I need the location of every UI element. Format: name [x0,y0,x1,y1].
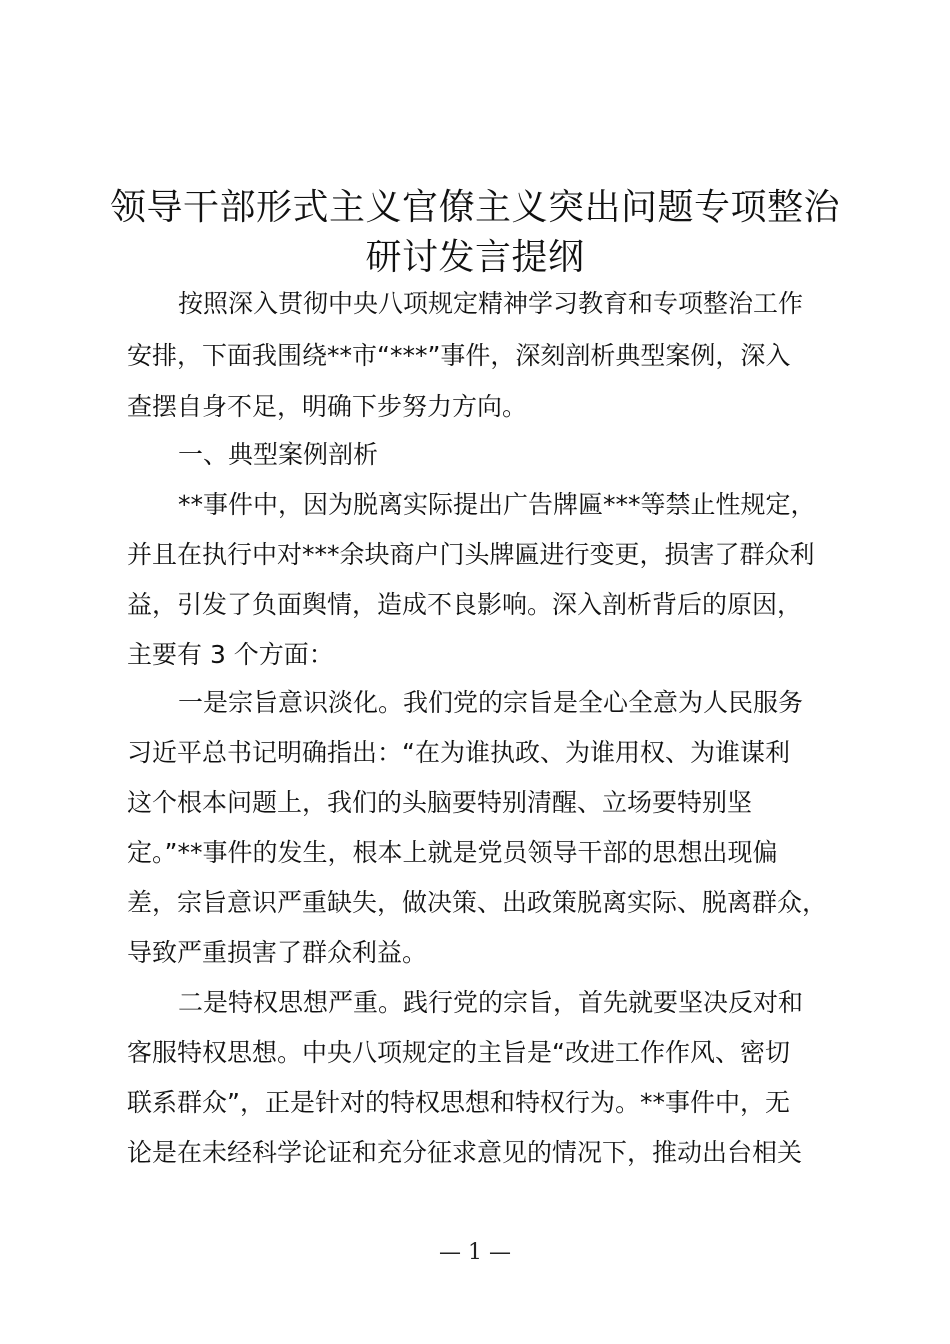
paragraph-line: 客服特权思想。中央八项规定的主旨是“改进工作作风、密切 [127,1038,790,1067]
paragraph-line: 安排，下面我围绕**市“***”事件，深刻剖析典型案例，深入 [127,341,791,370]
paragraph-line: 习近平总书记明确指出：“在为谁执政、为谁用权、为谁谋利 [127,738,790,767]
paragraph-line: 这个根本问题上，我们的头脑要特别清醒、立场要特别坚 [127,788,753,817]
paragraph-line: 联系群众”，正是针对的特权思想和特权行为。**事件中，无 [127,1088,790,1117]
paragraph-line: 二是特权思想严重。践行党的宗旨，首先就要坚决反对和 [178,988,804,1017]
paragraph-line: 差，宗旨意识严重缺失，做决策、出政策脱离实际、脱离群众， [127,888,828,917]
paragraph-line: 并且在执行中对***余块商户门头牌匾进行变更，损害了群众利 [127,540,815,569]
paragraph-line: 查摆自身不足，明确下步努力方向。 [127,392,528,421]
page-number: — 1 — [439,1240,511,1265]
paragraph-line: 按照深入贯彻中央八项规定精神学习教育和专项整治工作 [178,289,804,318]
paragraph-line: 一是宗旨意识淡化。我们党的宗旨是全心全意为人民服务 [178,688,804,717]
paragraph-line: 定。”**事件的发生，根本上就是党员领导干部的思想出现偏 [127,838,778,867]
section-heading: 一、典型案例剖析 [178,440,379,469]
paragraph-line: 益，引发了负面舆情，造成不良影响。深入剖析背后的原因， [127,590,803,619]
paragraph-line: 主要有 3 个方面： [127,640,334,669]
paragraph-line: 论是在未经科学论证和充分征求意见的情况下，推动出台相关 [127,1138,803,1167]
document-title-line-1: 领导干部形式主义官僚主义突出问题专项整治 [109,187,840,228]
paragraph-line: **事件中，因为脱离实际提出广告牌匾***等禁止性规定， [178,490,816,519]
document-title-line-2: 研讨发言提纲 [365,237,585,278]
paragraph-line: 导致严重损害了群众利益。 [127,938,428,967]
